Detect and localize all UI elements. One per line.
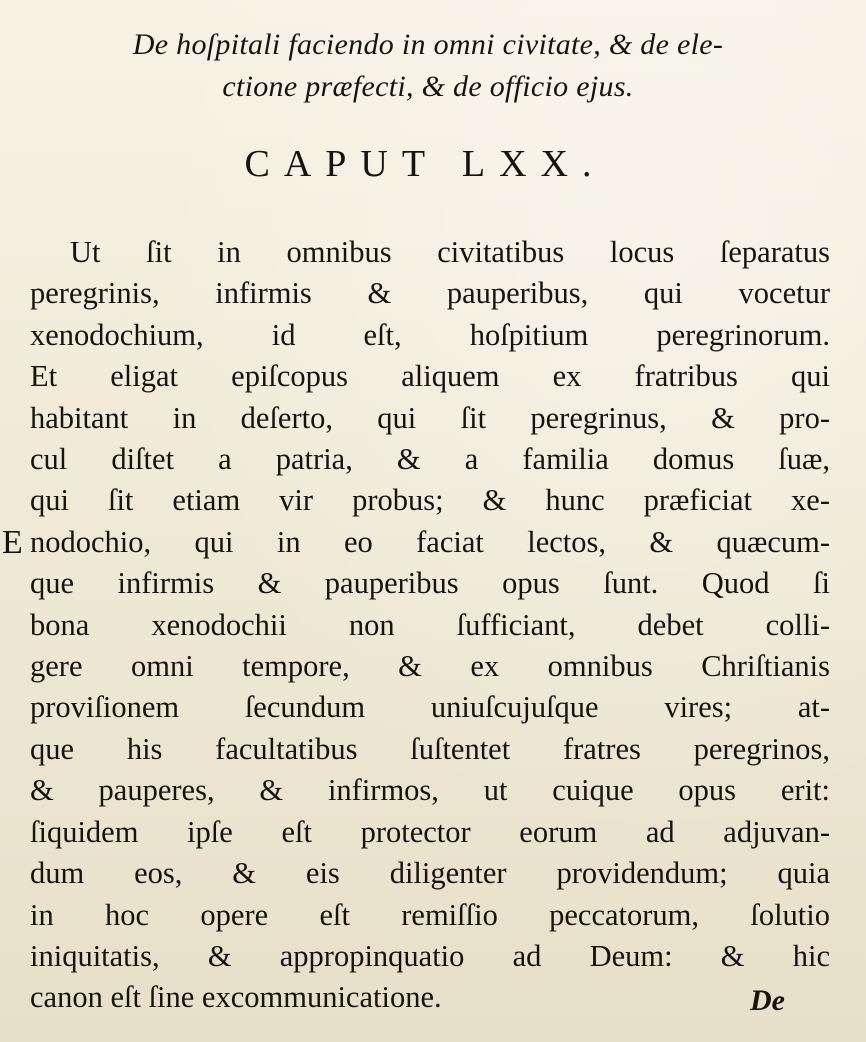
body-line: dum eos, & eis diligenter providendum; quia [30,856,830,891]
body-line: in hoc opere eſt remiſſio peccatorum, ſolutio [30,897,830,932]
chapter-title: CAPUT LXX. [244,143,606,185]
margin-letter: E [2,524,23,561]
body-line: peregrinis, infirmis & pauperibus, qui vocetur [30,276,830,311]
heading-line-1: De hoſpitali faciendo in omni civitate, & de ele- [132,28,724,61]
body-line: xenodochium, id eſt, hoſpitium peregrinorum. [30,317,830,352]
body-line: bona xenodochii non ſufficiant, debet colli- [30,607,830,642]
body-line: que infirmis & pauperibus opus ſunt. Quod ſi [30,566,830,601]
body-text [30,232,830,1019]
body-line: Et eligat epiſcopus aliquem ex fratribus qui [30,359,830,394]
body-line: iniquitatis, & appropinquatio ad Deum: & hic [30,938,830,973]
chapter-heading [18,24,838,108]
body-line: canon eſt ſine excommunicatione. [30,980,442,1015]
body-line: ſiquidem ipſe eſt protector eorum ad adjuvan- [30,814,830,849]
body-line: qui ſit etiam vir probus; & hunc præficiat xe- [30,483,830,518]
body-line: & pauperes, & infirmos, ut cuique opus erit: [30,773,830,808]
catchword: De [750,984,785,1017]
body-line: gere omni tempore, & ex omnibus Chriſtianis [30,649,830,684]
body-line: proviſionem ſecundum uniuſcujuſque vires; at- [30,690,830,725]
body-line: cul diſtet a patria, & a familia domus ſuæ, [30,442,830,477]
body-line: Ut ſit in omnibus civitatibus locus ſeparatus [70,235,830,269]
body-line: que his facultatibus ſuſtentet fratres peregrinos, [30,731,830,766]
body-line: nodochio, qui in eo faciat lectos, & quæcum- [30,524,830,559]
body-line: habitant in deſerto, qui ſit peregrinus, & pro- [30,400,830,435]
heading-line-2: ctione præfecti, & de officio ejus. [222,70,634,103]
